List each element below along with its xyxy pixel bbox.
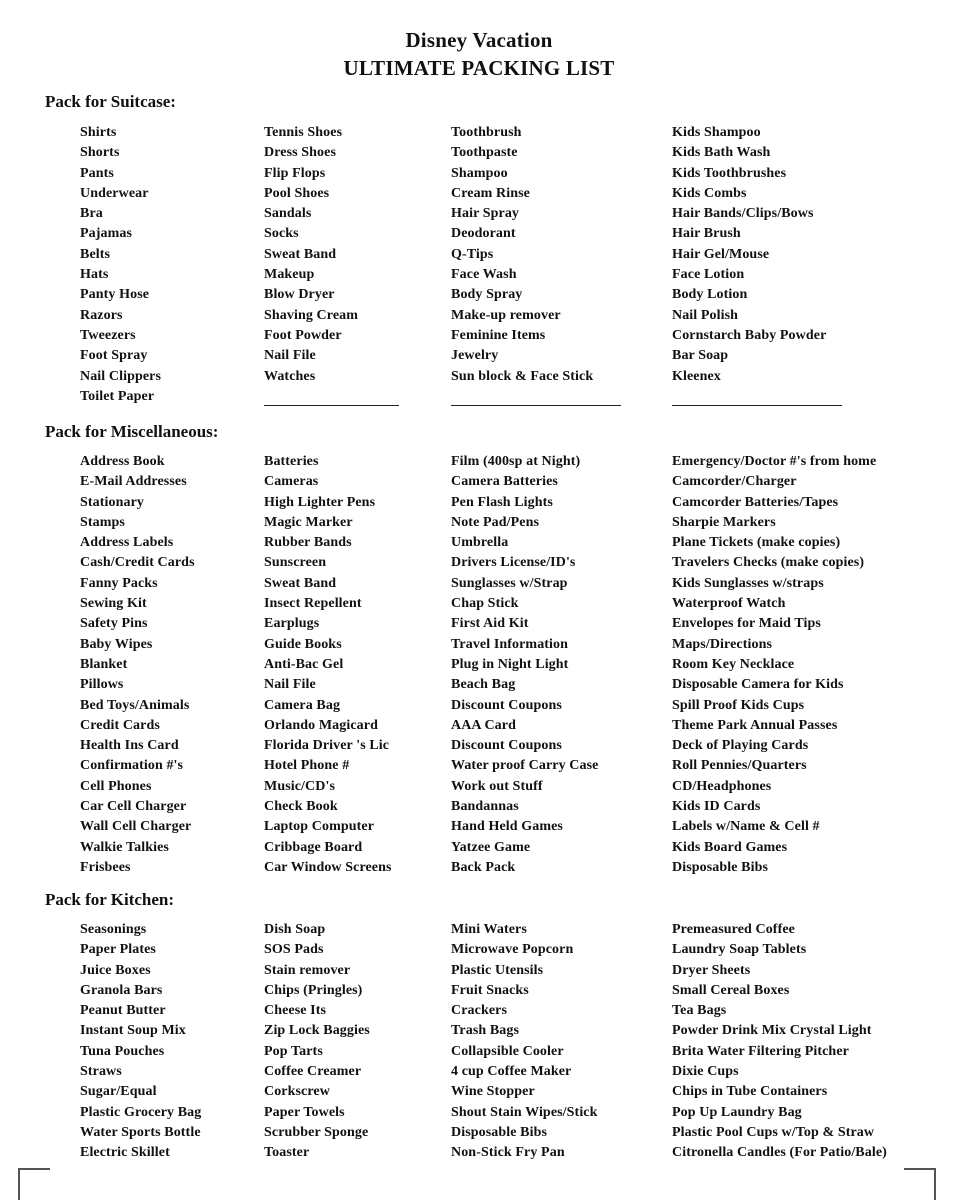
- list-item: Dress Shoes: [264, 145, 337, 161]
- list-item: Note Pad/Pens: [451, 514, 540, 530]
- list-item: Sunscreen: [264, 555, 327, 571]
- list-item: Makeup: [264, 267, 315, 283]
- list-item: High Lighter Pens: [264, 494, 376, 510]
- list-item: Foot Powder: [264, 327, 342, 343]
- list-item: Stain remover: [264, 962, 351, 978]
- list-item: 4 cup Coffee Maker: [451, 1064, 572, 1080]
- list-item: Sewing Kit: [80, 596, 147, 612]
- list-item: Blanket: [80, 656, 128, 672]
- list-item: Face Wash: [451, 267, 517, 283]
- list-item: Chips (Pringles): [264, 982, 363, 998]
- list-item: Tuna Pouches: [80, 1043, 165, 1059]
- list-item: Tea Bags: [672, 1003, 727, 1019]
- list-item: Tennis Shoes: [264, 125, 343, 140]
- list-item: Plane Tickets (make copies): [672, 535, 841, 551]
- kitchen-column-2: [264, 920, 449, 1164]
- kitchen-column-1: [80, 920, 260, 1164]
- misc-column-3: [451, 452, 669, 878]
- list-item: Collapsible Cooler: [451, 1043, 564, 1059]
- page-corner-mark-right: [904, 1168, 936, 1200]
- list-item: Nail Clippers: [80, 368, 162, 384]
- list-item: Roll Pennies/Quarters: [672, 758, 807, 774]
- list-item: SOS Pads: [264, 942, 324, 958]
- list-item: Rubber Bands: [264, 535, 352, 551]
- list-item: Back Pack: [451, 859, 516, 875]
- list-item: Water Sports Bottle: [80, 1124, 201, 1140]
- list-item: Wine Stopper: [451, 1084, 535, 1100]
- list-item: Shampoo: [451, 165, 508, 181]
- list-item: E-Mail Addresses: [80, 474, 187, 490]
- list-item: Panty Hose: [80, 287, 150, 303]
- list-item: Cream Rinse: [451, 185, 530, 201]
- list-item: Room Key Necklace: [672, 656, 795, 672]
- list-item: Sharpie Markers: [672, 514, 776, 530]
- list-item: Plastic Grocery Bag: [80, 1104, 202, 1120]
- list-item: Kids Shampoo: [672, 125, 761, 140]
- list-item: Pillows: [80, 677, 124, 693]
- list-item: Microwave Popcorn: [451, 942, 574, 958]
- list-item: Sun block & Face Stick: [451, 368, 594, 384]
- list-item: Hair Bands/Clips/Bows: [672, 206, 814, 222]
- list-item: Spill Proof Kids Cups: [672, 697, 805, 713]
- suitcase-column-1: [80, 123, 260, 407]
- list-item: Body Lotion: [672, 287, 748, 303]
- list-item: Batteries: [264, 454, 319, 469]
- list-item: CD/Headphones: [672, 778, 772, 794]
- list-item: Kids Toothbrushes: [672, 165, 787, 181]
- list-item: Deodorant: [451, 226, 516, 242]
- kitchen-column-3: [451, 920, 669, 1164]
- kitchen-column-4: [672, 920, 942, 1164]
- list-item: Jewelry: [451, 348, 499, 364]
- list-item: Pop Up Laundry Bag: [672, 1104, 802, 1120]
- list-item: Brita Water Filtering Pitcher: [672, 1043, 849, 1059]
- list-item: Sunglasses w/Strap: [451, 575, 568, 591]
- list-item: Blow Dryer: [264, 287, 335, 303]
- list-item: Drivers License/ID's: [451, 555, 576, 571]
- list-item: Orlando Magicard: [264, 717, 378, 733]
- list-item: Small Cereal Boxes: [672, 982, 790, 998]
- list-item: Water proof Carry Case: [451, 758, 599, 774]
- section-heading-suitcase: Pack for Suitcase:: [45, 92, 176, 111]
- list-item: Camera Batteries: [451, 474, 558, 490]
- list-item: Walkie Talkies: [80, 839, 169, 855]
- list-item: First Aid Kit: [451, 616, 529, 632]
- list-item: Check Book: [264, 799, 338, 815]
- list-item: Dish Soap: [264, 922, 326, 937]
- list-item: Q-Tips: [451, 246, 494, 262]
- write-in-line: [264, 387, 449, 411]
- list-item: Toothpaste: [451, 145, 518, 161]
- misc-column-1: [80, 452, 260, 878]
- list-item: Chips in Tube Containers: [672, 1084, 828, 1100]
- list-item: Powder Drink Mix Crystal Light: [672, 1023, 872, 1039]
- list-item: Plastic Pool Cups w/Top & Straw: [672, 1124, 875, 1140]
- list-item: Disposable Bibs: [451, 1124, 548, 1140]
- list-item: Work out Stuff: [451, 778, 543, 794]
- list-item: Sandals: [264, 206, 312, 222]
- list-item: Address Labels: [80, 535, 174, 551]
- list-item: Bar Soap: [672, 348, 729, 364]
- list-item: Foot Spray: [80, 348, 148, 364]
- list-item: Seasonings: [80, 922, 147, 937]
- list-item: Nail Polish: [672, 307, 739, 323]
- suitcase-column-2: [264, 123, 449, 411]
- list-item: Belts: [80, 246, 111, 262]
- list-item: Corkscrew: [264, 1084, 330, 1100]
- list-item: Maps/Directions: [672, 636, 773, 652]
- list-item: Pen Flash Lights: [451, 494, 553, 510]
- list-item: Fruit Snacks: [451, 982, 529, 998]
- list-item: Confirmation #'s: [80, 758, 184, 774]
- list-item: Nail File: [264, 677, 316, 693]
- list-item: Toilet Paper: [80, 388, 155, 404]
- list-item: Umbrella: [451, 535, 509, 551]
- suitcase-column-3: [451, 123, 669, 411]
- list-item: Discount Coupons: [451, 738, 562, 754]
- list-item: Yatzee Game: [451, 839, 531, 855]
- list-item: Instant Soup Mix: [80, 1023, 186, 1039]
- list-item: Scrubber Sponge: [264, 1124, 369, 1140]
- list-item: Film (400sp at Night): [451, 454, 581, 469]
- list-item: Sweat Band: [264, 246, 337, 262]
- list-item: Beach Bag: [451, 677, 516, 693]
- list-item: Cribbage Board: [264, 839, 363, 855]
- list-item: Guide Books: [264, 636, 342, 652]
- list-item: Kids Board Games: [672, 839, 788, 855]
- list-item: Kids ID Cards: [672, 799, 761, 815]
- list-item: Insect Repellent: [264, 596, 362, 612]
- list-item: Watches: [264, 368, 316, 384]
- list-item: Kleenex: [672, 368, 721, 384]
- list-item: Granola Bars: [80, 982, 163, 998]
- list-item: Stationary: [80, 494, 144, 510]
- list-item: Zip Lock Baggies: [264, 1023, 370, 1039]
- list-item: Shout Stain Wipes/Stick: [451, 1104, 598, 1120]
- list-item: Cheese Its: [264, 1003, 327, 1019]
- list-item: Sweat Band: [264, 575, 337, 591]
- list-item: Paper Plates: [80, 942, 156, 958]
- list-item: Music/CD's: [264, 778, 335, 794]
- list-item: Hair Gel/Mouse: [672, 246, 770, 262]
- list-item: Pants: [80, 165, 114, 181]
- section-heading-kitchen: Pack for Kitchen:: [45, 890, 175, 909]
- list-item: Plug in Night Light: [451, 656, 569, 672]
- list-item: Earplugs: [264, 616, 320, 632]
- list-item: Laundry Soap Tablets: [672, 942, 807, 958]
- misc-column-4: [672, 452, 942, 878]
- list-item: Anti-Bac Gel: [264, 656, 344, 672]
- list-item: Dryer Sheets: [672, 962, 751, 978]
- list-item: Cell Phones: [80, 778, 152, 794]
- misc-column-2: [264, 452, 449, 878]
- document-title: Disney Vacation: [405, 28, 553, 52]
- suitcase-column-4: [672, 123, 942, 411]
- list-item: Premeasured Coffee: [672, 922, 795, 937]
- list-item: Hair Spray: [451, 206, 520, 222]
- list-item: Stamps: [80, 514, 125, 530]
- list-item: Citronella Candles (For Patio/Bale): [672, 1145, 887, 1161]
- list-item: Camera Bag: [264, 697, 341, 713]
- list-item: Nail File: [264, 348, 316, 364]
- list-item: Peanut Butter: [80, 1003, 166, 1019]
- list-item: Shorts: [80, 145, 120, 161]
- list-item: Plastic Utensils: [451, 962, 544, 978]
- list-item: Sugar/Equal: [80, 1084, 157, 1100]
- list-item: Socks: [264, 226, 299, 242]
- list-item: Hair Brush: [672, 226, 741, 242]
- write-in-line: [451, 387, 669, 411]
- list-item: Coffee Creamer: [264, 1064, 362, 1080]
- write-in-line: [672, 387, 942, 411]
- list-item: Theme Park Annual Passes: [672, 717, 838, 733]
- list-item: Pajamas: [80, 226, 133, 242]
- list-item: Body Spray: [451, 287, 523, 303]
- list-item: Hotel Phone #: [264, 758, 350, 774]
- list-item: Bra: [80, 206, 103, 222]
- list-item: Underwear: [80, 185, 149, 201]
- list-item: Cash/Credit Cards: [80, 555, 195, 571]
- list-item: Discount Coupons: [451, 697, 562, 713]
- list-item: Shirts: [80, 125, 117, 140]
- list-item: Safety Pins: [80, 616, 148, 632]
- list-item: Camcorder/Charger: [672, 474, 797, 490]
- list-item: Waterproof Watch: [672, 596, 786, 612]
- list-item: Health Ins Card: [80, 738, 179, 754]
- list-item: Face Lotion: [672, 267, 745, 283]
- list-item: Razors: [80, 307, 123, 323]
- list-item: Address Book: [80, 454, 165, 469]
- list-item: Kids Sunglasses w/straps: [672, 575, 824, 591]
- list-item: Straws: [80, 1064, 122, 1080]
- section-heading-misc: Pack for Miscellaneous:: [45, 422, 219, 441]
- list-item: Laptop Computer: [264, 819, 375, 835]
- list-item: Magic Marker: [264, 514, 353, 530]
- list-item: Disposable Camera for Kids: [672, 677, 844, 693]
- list-item: Florida Driver 's Lic: [264, 738, 390, 754]
- list-item: Disposable Bibs: [672, 859, 769, 875]
- document-subtitle: ULTIMATE PACKING LIST: [343, 56, 615, 80]
- list-item: Make-up remover: [451, 307, 561, 323]
- list-item: Car Window Screens: [264, 859, 392, 875]
- list-item: Bed Toys/Animals: [80, 697, 190, 713]
- list-item: Crackers: [451, 1003, 508, 1019]
- list-item: Cameras: [264, 474, 319, 490]
- page-corner-mark-left: [18, 1168, 50, 1200]
- list-item: Frisbees: [80, 859, 131, 875]
- list-item: Shaving Cream: [264, 307, 358, 323]
- list-item: Bandannas: [451, 799, 519, 815]
- list-item: Camcorder Batteries/Tapes: [672, 494, 839, 510]
- list-item: Juice Boxes: [80, 962, 151, 978]
- list-item: Flip Flops: [264, 165, 326, 181]
- list-item: Electric Skillet: [80, 1145, 170, 1161]
- list-item: Baby Wipes: [80, 636, 153, 652]
- list-item: Emergency/Doctor #'s from home: [672, 454, 877, 469]
- list-item: Toaster: [264, 1145, 310, 1161]
- list-item: Pop Tarts: [264, 1043, 323, 1059]
- list-item: Hats: [80, 267, 109, 283]
- list-item: Credit Cards: [80, 717, 160, 733]
- list-item: AAA Card: [451, 717, 516, 733]
- list-item: Labels w/Name & Cell #: [672, 819, 820, 835]
- list-item: Non-Stick Fry Pan: [451, 1145, 565, 1161]
- list-item: Tweezers: [80, 327, 136, 343]
- list-item: Dixie Cups: [672, 1064, 739, 1080]
- list-item: Pool Shoes: [264, 185, 330, 201]
- list-item: Car Cell Charger: [80, 799, 187, 815]
- list-item: Chap Stick: [451, 596, 519, 612]
- list-item: Deck of Playing Cards: [672, 738, 809, 754]
- list-item: Trash Bags: [451, 1023, 520, 1039]
- list-item: Mini Waters: [451, 922, 527, 937]
- list-item: Envelopes for Maid Tips: [672, 616, 821, 632]
- list-item: Cornstarch Baby Powder: [672, 327, 827, 343]
- list-item: Travelers Checks (make copies): [672, 555, 865, 571]
- list-item: Travel Information: [451, 636, 569, 652]
- list-item: Wall Cell Charger: [80, 819, 192, 835]
- list-item: Kids Combs: [672, 185, 747, 201]
- list-item: Paper Towels: [264, 1104, 345, 1120]
- list-item: Feminine Items: [451, 327, 546, 343]
- list-item: Fanny Packs: [80, 575, 158, 591]
- list-item: Toothbrush: [451, 125, 522, 140]
- list-item: Kids Bath Wash: [672, 145, 771, 161]
- list-item: Hand Held Games: [451, 819, 563, 835]
